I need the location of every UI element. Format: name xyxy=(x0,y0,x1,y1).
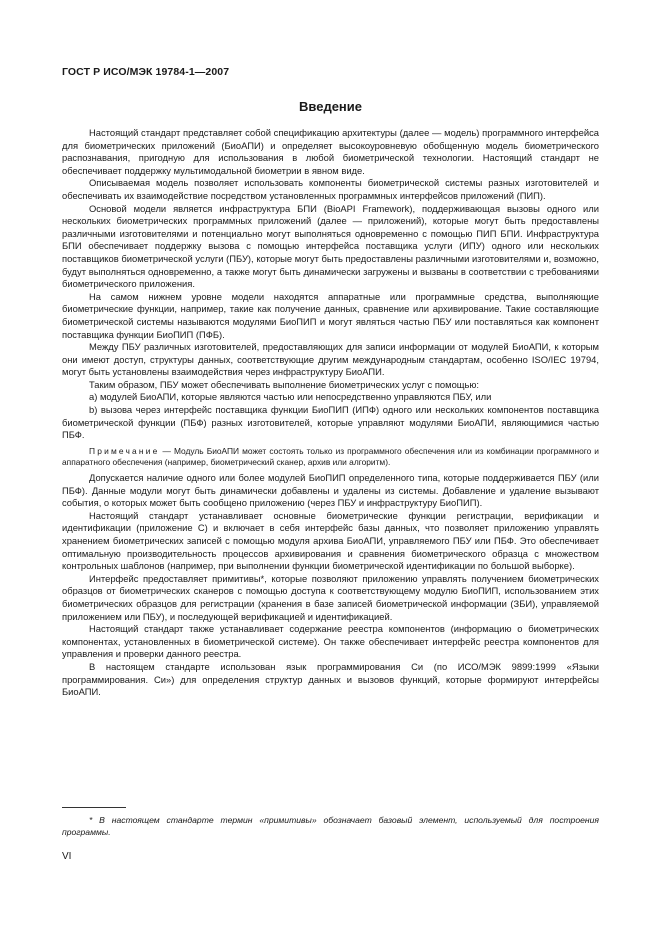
note xyxy=(62,446,599,469)
paragraph: На самом нижнем уровне модели находятся аппаратные или программные средства, выполняющие биометрические функции, например, такие как получение данных, сравнение или архивирование. Такие составляющие биометрической системы называются модулями БиоПИП и могут являться частью ПБУ или поставляться как компонент поставщика функции БиоПИП (ПФБ). xyxy=(62,290,599,340)
paragraph: Интерфейс предоставляет примитивы*, которые позволяют приложению управлять получением биометрических образцов от биометрических сканеров с помощью доступа к соответствующему модулю БиоПИП, использованием этих биометрических образцов для регистрации (хранения в базе записей биометрической информации (ЗБИ), управляемой приложением или ПБУ), и последующей верификацией и идентификацией. xyxy=(62,572,599,622)
footnote: * В настоящем стандарте термин «примитивы» обозначает базовый элемент, используемый для построения программы. xyxy=(62,815,599,837)
note-label: Примечание xyxy=(89,445,160,456)
standard-header: ГОСТ Р ИСО/МЭК 19784-1—2007 xyxy=(62,66,230,78)
paragraph: Настоящий стандарт представляет собой спецификацию архитектуры (далее — модель) программного интерфейса для биометрических приложений (БиоАПИ) и определяет высокоуровневую обобщенную модель биометрического распознавания, пригодную для использования в любой биометрической технологии. Настоящий стандарт не обеспечивает поддержку мультимодальной биометрии в явном виде. xyxy=(62,127,599,176)
note-text: — Модуль БиоАПИ может состоять только из программного обеспечения или из комбинации программного и аппаратного обеспечения (например, биометрический сканер, архив или алгоритм). xyxy=(62,445,599,468)
paragraph: В настоящем стандарте использован язык программирования Си (по ИСО/МЭК 9899:1999 «Языки программирования. Си») для определения структур данных и вызовов функций, которые формируют интерфейсы БиоАПИ. xyxy=(62,660,599,698)
body-text xyxy=(62,127,599,699)
list-item: b) вызова через интерфейс поставщика функции БиоПИП (ИПФ) одного или нескольких компонентов поставщика биометрической функции (ПБФ) разных изготовителей, которые управляют модулями БиоАПИ, являющимися частью ПБФ. xyxy=(62,404,599,441)
paragraph: Описываемая модель позволяет использовать компоненты биометрической системы разных изготовителей и обеспечивать их взаимодействие посредством установленных программных интерфейсов приложений (ПИП). xyxy=(62,177,599,201)
list-item: a) модулей БиоАПИ, которые являются частью или непосредственно управляются ПБУ, или xyxy=(89,391,492,403)
page-number: VI xyxy=(62,851,72,862)
paragraph: Таким образом, ПБУ может обеспечивать выполнение биометрических услуг с помощью: xyxy=(89,378,480,390)
paragraph: Настоящий стандарт устанавливает основные биометрические функции регистрации, верификации и идентификации (приложение С) и включает в себя интерфейс базы данных, что позволяет приложению управлять хранением биометрических записей с помощью модуля архива БиоАПИ, управляемого ПБУ или ПБФ. Это обеспечивает оптимальную производительность процессов архивирования и сравнения биометрического образца с множеством контрольных шаблонов (например, при выполнении функции биометрической идентификации по большой выборке). xyxy=(62,509,599,572)
paragraph: Настоящий стандарт также устанавливает содержание реестра компонентов (информацию о биометрических компонентах, установленных в биометрической системе). Он также обеспечивает интерфейс реестра компонентов для управления и проверки данного реестра. xyxy=(62,623,599,660)
paragraph: Допускается наличие одного или более модулей БиоПИП определенного типа, которые поддерживается ПБУ (или ПБФ). Данные модули могут быть динамически добавлены и удалены из системы. Добавление и удаление вызывают события, о которых может быть сообщено приложению (через ПБУ и инфраструктуру БиоПИП). xyxy=(62,472,599,509)
section-title: Введение xyxy=(299,99,362,114)
footnote-divider xyxy=(62,807,126,808)
paragraph: Между ПБУ различных изготовителей, предоставляющих для записи информации от модулей БиоАПИ, к которым они имеют доступ, структуры данных, соответствующие другим международным стандартам, особенно ISO/IEC 19794, могут быть установлены взаимодействия через инфраструктуру БиоАПИ. xyxy=(62,341,599,378)
paragraph: Основой модели является инфраструктура БПИ (BioAPI Framework), поддерживающая вызовы одного или нескольких биометрических программных приложений (далее — приложений), которые могут быть предоставлены различными изготовителями и потенциально могут выполняться одновременно с помощью ПИП БПИ. Инфраструктура БПИ обеспечивает поддержку вызова с помощью интерфейса поставщика услуги (ИПУ) одного или нескольких поставщиков биометрической услуги (ПБУ), которые могут быть предоставлены различными изготовителями и, возможно, будут выполняться одновременно, а также могут быть динамически загружены и вызваны в соответствии с требованиями биометрического приложения. xyxy=(62,202,599,290)
